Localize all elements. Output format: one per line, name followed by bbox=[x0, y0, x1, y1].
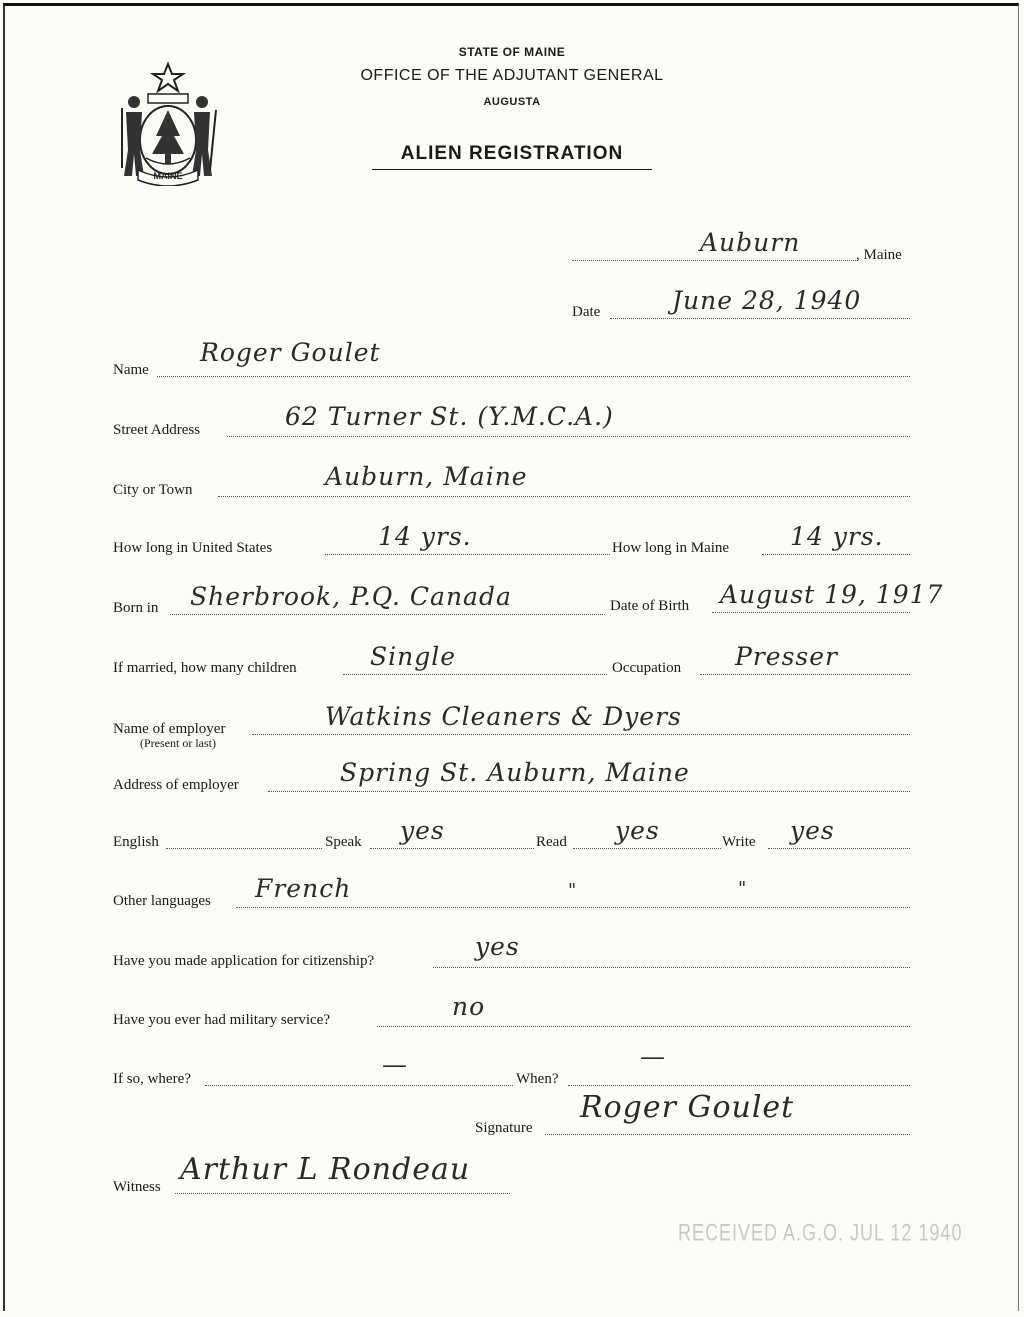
signature-label: Signature bbox=[475, 1120, 533, 1136]
page-border bbox=[3, 3, 1019, 1311]
city-heading: AUGUSTA bbox=[483, 96, 541, 108]
military-value: no bbox=[452, 992, 486, 1021]
seal-banner-text: MAINE bbox=[153, 171, 183, 181]
signature-value: Roger Goulet bbox=[580, 1090, 795, 1125]
employer-name-label: Name of employer bbox=[113, 721, 226, 737]
street-value: 62 Turner St. (Y.M.C.A.) bbox=[285, 402, 614, 431]
read-label: Read bbox=[536, 834, 567, 850]
received-stamp: RECEIVED A.G.O. JUL 12 1940 bbox=[678, 1219, 963, 1246]
employer-address-value: Spring St. Auburn, Maine bbox=[340, 758, 690, 787]
how-long-us-label: How long in United States bbox=[113, 540, 273, 556]
date-of-birth-line bbox=[712, 612, 910, 613]
maine-label: , Maine bbox=[856, 247, 902, 263]
street-line bbox=[227, 436, 910, 437]
english-label: English bbox=[113, 834, 159, 850]
town-value: Auburn bbox=[700, 228, 801, 257]
date-value: June 28, 1940 bbox=[672, 286, 862, 315]
date-of-birth-label: Date of Birth bbox=[610, 598, 690, 614]
where-line bbox=[205, 1085, 513, 1086]
city-town-line bbox=[218, 496, 910, 497]
how-long-maine-line bbox=[762, 554, 910, 555]
form-title: ALIEN REGISTRATION bbox=[400, 143, 624, 164]
date-of-birth-value: August 19, 1917 bbox=[720, 580, 944, 609]
name-label: Name bbox=[113, 362, 149, 378]
born-in-line bbox=[170, 614, 605, 615]
town-line bbox=[572, 260, 858, 261]
when-value: — bbox=[640, 1042, 666, 1071]
speak-value: yes bbox=[400, 816, 445, 845]
date-label: Date bbox=[572, 304, 601, 320]
witness-line bbox=[175, 1193, 510, 1194]
born-in-label: Born in bbox=[113, 600, 159, 616]
children-line bbox=[343, 674, 607, 675]
citizenship-value: yes bbox=[475, 932, 520, 961]
name-line bbox=[157, 376, 910, 377]
read-value: yes bbox=[615, 816, 660, 845]
english-line bbox=[166, 848, 322, 849]
how-long-maine-value: 14 yrs. bbox=[790, 522, 884, 551]
office-heading: OFFICE OF THE ADJUTANT GENERAL bbox=[360, 67, 664, 84]
maine-seal-icon bbox=[112, 58, 224, 186]
ditto-mark-1: " bbox=[568, 880, 578, 901]
city-town-label: City or Town bbox=[113, 482, 193, 498]
citizenship-line bbox=[433, 967, 910, 968]
occupation-label: Occupation bbox=[612, 660, 682, 676]
state-heading: STATE OF MAINE bbox=[458, 45, 566, 59]
employer-name-value: Watkins Cleaners & Dyers bbox=[325, 702, 682, 731]
witness-value: Arthur L Rondeau bbox=[180, 1152, 471, 1187]
speak-line bbox=[370, 848, 534, 849]
date-line bbox=[610, 318, 910, 319]
how-long-us-line bbox=[325, 554, 610, 555]
signature-line bbox=[545, 1134, 910, 1135]
born-in-value: Sherbrook, P.Q. Canada bbox=[190, 582, 512, 611]
witness-label: Witness bbox=[113, 1179, 161, 1195]
write-label: Write bbox=[722, 834, 756, 850]
employer-address-label: Address of employer bbox=[113, 777, 239, 793]
how-long-us-value: 14 yrs. bbox=[378, 522, 472, 551]
when-line bbox=[568, 1085, 910, 1086]
children-label: If married, how many children bbox=[113, 660, 297, 676]
employer-note: (Present or last) bbox=[140, 736, 216, 750]
how-long-maine-label: How long in Maine bbox=[612, 540, 730, 556]
write-line bbox=[768, 848, 910, 849]
other-languages-line bbox=[236, 907, 910, 908]
where-value: — bbox=[382, 1050, 408, 1079]
street-label: Street Address bbox=[113, 422, 201, 438]
employer-address-line bbox=[268, 791, 910, 792]
other-languages-value: French bbox=[255, 874, 352, 903]
other-languages-label: Other languages bbox=[113, 893, 211, 909]
where-label: If so, where? bbox=[113, 1071, 191, 1087]
write-value: yes bbox=[790, 816, 835, 845]
name-value: Roger Goulet bbox=[200, 338, 381, 367]
military-line bbox=[377, 1026, 910, 1027]
children-value: Single bbox=[370, 642, 457, 671]
citizenship-label: Have you made application for citizenship? bbox=[113, 953, 375, 969]
title-underline bbox=[372, 169, 652, 170]
ditto-mark-2: " bbox=[738, 878, 748, 899]
employer-name-line bbox=[252, 734, 910, 735]
city-town-value: Auburn, Maine bbox=[325, 462, 528, 491]
speak-label: Speak bbox=[325, 834, 362, 850]
occupation-value: Presser bbox=[735, 642, 838, 671]
read-line bbox=[573, 848, 721, 849]
military-label: Have you ever had military service? bbox=[113, 1012, 330, 1028]
when-label: When? bbox=[516, 1071, 559, 1087]
occupation-line bbox=[700, 674, 910, 675]
